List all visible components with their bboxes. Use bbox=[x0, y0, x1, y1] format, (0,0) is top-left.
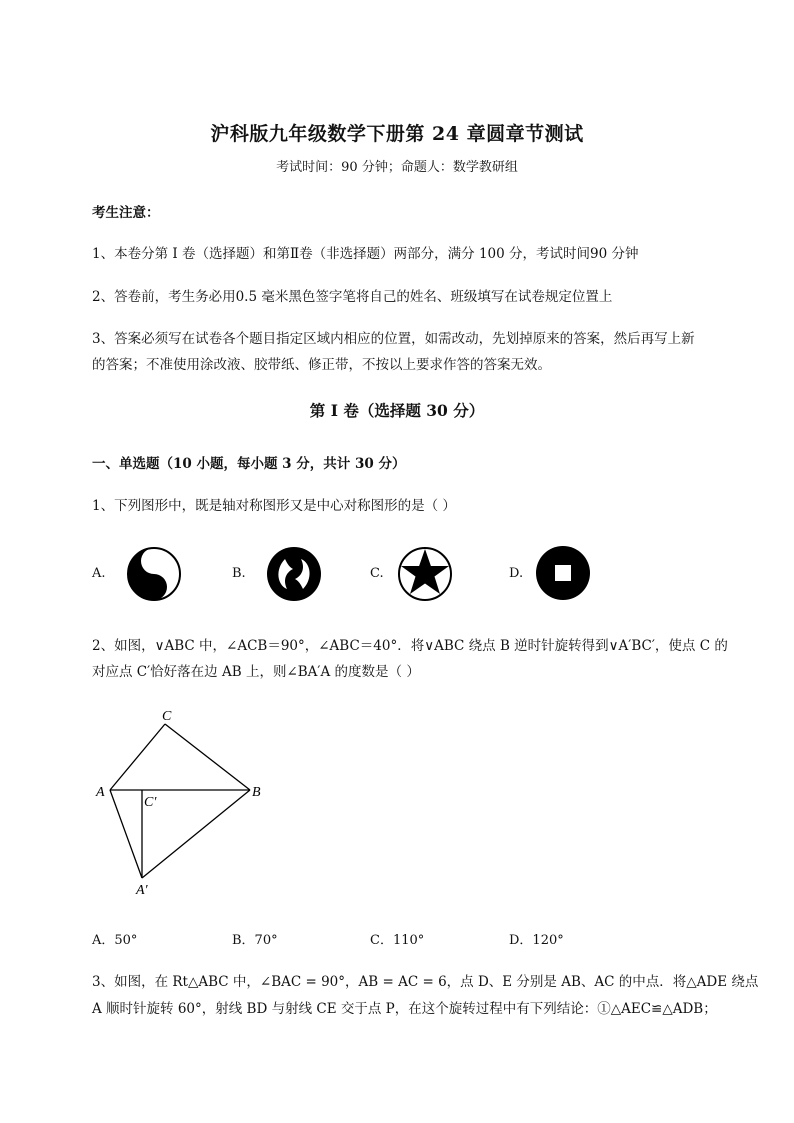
q2-option-c: C．110° bbox=[370, 933, 425, 948]
notice-heading: 考生注意： bbox=[92, 205, 160, 221]
rotation-triangle-figure bbox=[90, 700, 280, 900]
question-2-line-2: 对应点 C′恰好落在边 AB 上，则∠BA′A 的度数是（ ） bbox=[92, 664, 420, 680]
label-c: C bbox=[162, 709, 172, 724]
q1-option-b-label: B. bbox=[232, 566, 246, 581]
question-2-line-1: 2、如图，∨ABC 中，∠ACB＝90°，∠ABC＝40°．将∨ABC 绕点 B 逆时针旋转得到∨A′BC′，使点 C 的 bbox=[92, 638, 728, 654]
notice-item-3-cont: 的答案；不准使用涂改液、胶带纸、修正带，不按以上要求作答的答案无效。 bbox=[92, 357, 551, 373]
part-title: 一、单选题（10 小题，每小题 3 分，共计 30 分） bbox=[92, 456, 406, 472]
notice-item-3: 3、答案必须写在试卷各个题目指定区域内相应的位置，如需改动，先划掉原来的答案，然后再写上新 bbox=[92, 331, 695, 347]
star-in-circle-figure bbox=[397, 546, 453, 602]
section-title: 第 I 卷（选择题 30 分） bbox=[309, 401, 485, 420]
notice-item-2: 2、答卷前，考生务必用0.5 毫米黑色签字笔将自己的姓名、班级填写在试卷规定位置上 bbox=[92, 289, 613, 305]
swirl-emblem-figure bbox=[265, 545, 323, 603]
q2-option-b: B．70° bbox=[232, 933, 278, 948]
label-a-prime: A′ bbox=[136, 883, 148, 898]
q2-option-d: D．120° bbox=[509, 933, 564, 948]
q1-option-a-label: A. bbox=[92, 566, 106, 581]
question-3-line-1: 3、如图，在 Rt△ABC 中，∠BAC = 90°，AB = AC = 6，点 D、E 分别是 AB、AC 的中点．将△ADE 绕点 bbox=[92, 974, 759, 990]
label-c-prime: C′ bbox=[144, 795, 157, 810]
yin-yang-figure bbox=[126, 546, 182, 602]
label-b: B bbox=[252, 785, 261, 800]
question-1-stem: 1、下列图形中，既是轴对称图形又是中心对称图形的是（ ） bbox=[92, 498, 456, 514]
notice-item-1: 1、本卷分第 I 卷（选择题）和第Ⅱ卷（非选择题）两部分，满分 100 分，考试时间90 分钟 bbox=[92, 246, 639, 262]
q1-option-c-label: C. bbox=[370, 566, 384, 581]
label-a: A bbox=[96, 785, 105, 800]
q1-option-d-label: D. bbox=[509, 566, 524, 581]
question-3-line-2: A 顺时针旋转 60°，射线 BD 与射线 CE 交于点 P，在这个旋转过程中有下列结论：①△AEC≌△ADB； bbox=[92, 1001, 717, 1017]
q2-option-a: A．50° bbox=[92, 933, 138, 948]
coin-with-square-figure bbox=[535, 545, 591, 601]
exam-info: 考试时间：90 分钟；命题人：数学教研组 bbox=[276, 160, 518, 175]
page-title: 沪科版九年级数学下册第 24 章圆章节测试 bbox=[210, 123, 584, 145]
